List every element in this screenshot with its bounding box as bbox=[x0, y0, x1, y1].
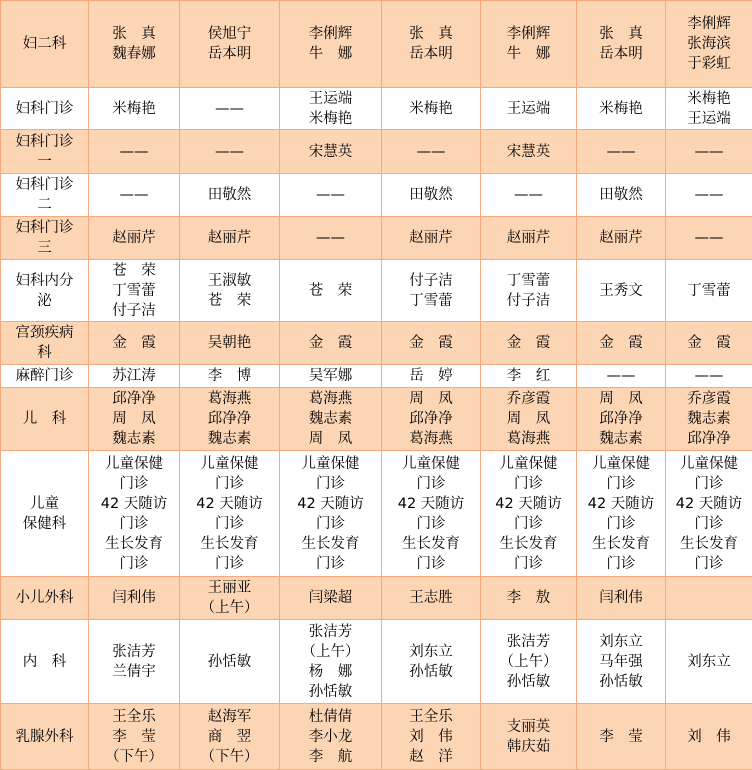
doctor-cell: 刘东立 孙恬敏 bbox=[382, 620, 481, 704]
doctor-cell: —— bbox=[89, 174, 180, 217]
doctor-cell: 王全乐 李 莹 （下午） bbox=[89, 704, 180, 770]
dept-cell: 内 科 bbox=[1, 620, 89, 704]
row-fuke-neifenmi bbox=[1, 260, 752, 322]
doctor-cell: 儿童保健 门诊 42 天随访 门诊 生长发育 门诊 bbox=[666, 451, 752, 577]
doctor-cell: —— bbox=[666, 130, 752, 174]
doctor-cell: 米梅艳 bbox=[89, 88, 180, 130]
doctor-cell: 王秀文 bbox=[577, 260, 666, 322]
doctor-cell: 张 真 岳本明 bbox=[382, 1, 481, 88]
doctor-cell: 刘 伟 bbox=[666, 704, 752, 770]
doctor-cell: 李俐辉 牛 娜 bbox=[280, 1, 382, 88]
doctor-cell: 支丽英 韩庆茹 bbox=[481, 704, 577, 770]
doctor-cell: 田敬然 bbox=[382, 174, 481, 217]
doctor-cell: —— bbox=[666, 174, 752, 217]
dept-cell: 妇科门诊 二 bbox=[1, 174, 89, 217]
doctor-cell: 刘东立 马年强 孙恬敏 bbox=[577, 620, 666, 704]
doctor-cell: 周 凤 邱净净 葛海燕 bbox=[382, 388, 481, 451]
doctor-cell: 李俐辉 牛 娜 bbox=[481, 1, 577, 88]
doctor-cell: 李俐辉 张海滨 于彩虹 bbox=[666, 1, 752, 88]
doctor-cell: 苏江涛 bbox=[89, 365, 180, 388]
doctor-cell: —— bbox=[280, 217, 382, 260]
doctor-cell: 田敬然 bbox=[180, 174, 280, 217]
doctor-cell: 丁雪蕾 付子洁 bbox=[481, 260, 577, 322]
doctor-cell: 金 霞 bbox=[577, 322, 666, 365]
doctor-cell: 王丽亚 （上午） bbox=[180, 577, 280, 620]
dept-cell: 乳腺外科 bbox=[1, 704, 89, 770]
doctor-cell: 岳 婷 bbox=[382, 365, 481, 388]
row-fuer-ke bbox=[1, 1, 752, 88]
doctor-cell: 赵海军 商 翌 （下午） bbox=[180, 704, 280, 770]
doctor-cell: 李 敖 bbox=[481, 577, 577, 620]
doctor-cell: 宋慧英 bbox=[481, 130, 577, 174]
doctor-cell: 张 真 魏春娜 bbox=[89, 1, 180, 88]
doctor-cell: 儿童保健 门诊 42 天随访 门诊 生长发育 门诊 bbox=[577, 451, 666, 577]
doctor-cell: 李 红 bbox=[481, 365, 577, 388]
doctor-cell: 闫梁超 bbox=[280, 577, 382, 620]
doctor-cell: 儿童保健 门诊 42 天随访 门诊 生长发育 门诊 bbox=[382, 451, 481, 577]
doctor-cell: 付子洁 丁雪蕾 bbox=[382, 260, 481, 322]
doctor-cell: 苍 荣 丁雪蕾 付子洁 bbox=[89, 260, 180, 322]
doctor-cell: 赵丽芹 bbox=[382, 217, 481, 260]
doctor-cell: 儿童保健 门诊 42 天随访 门诊 生长发育 门诊 bbox=[89, 451, 180, 577]
dept-cell: 小儿外科 bbox=[1, 577, 89, 620]
doctor-cell: 王全乐 刘 伟 赵 洋 bbox=[382, 704, 481, 770]
doctor-cell: 米梅艳 王运端 bbox=[666, 88, 752, 130]
doctor-cell: 王运端 米梅艳 bbox=[280, 88, 382, 130]
row-ertong-baojian bbox=[1, 451, 752, 577]
row-mazui bbox=[1, 365, 752, 388]
doctor-cell: 张洁芳 （上午） 杨 娜 孙恬敏 bbox=[280, 620, 382, 704]
doctor-cell: 杜倩倩 李小龙 李 航 bbox=[280, 704, 382, 770]
doctor-cell bbox=[666, 577, 752, 620]
row-neike bbox=[1, 620, 752, 704]
doctor-cell: 赵丽芹 bbox=[577, 217, 666, 260]
doctor-cell: 赵丽芹 bbox=[481, 217, 577, 260]
doctor-cell: —— bbox=[89, 130, 180, 174]
doctor-cell: 刘东立 bbox=[666, 620, 752, 704]
doctor-cell: 王淑敏 苍 荣 bbox=[180, 260, 280, 322]
doctor-cell: 闫利伟 bbox=[89, 577, 180, 620]
doctor-cell: 闫利伟 bbox=[577, 577, 666, 620]
doctor-cell: —— bbox=[666, 217, 752, 260]
row-fuke-menzhen-3 bbox=[1, 217, 752, 260]
doctor-cell: 宋慧英 bbox=[280, 130, 382, 174]
doctor-cell: 赵丽芹 bbox=[89, 217, 180, 260]
doctor-cell: 儿童保健 门诊 42 天随访 门诊 生长发育 门诊 bbox=[180, 451, 280, 577]
doctor-cell: 李 莹 bbox=[577, 704, 666, 770]
row-gongjing bbox=[1, 322, 752, 365]
doctor-cell: —— bbox=[666, 365, 752, 388]
doctor-cell: —— bbox=[577, 365, 666, 388]
doctor-cell: 吴军娜 bbox=[280, 365, 382, 388]
doctor-cell: 丁雪蕾 bbox=[666, 260, 752, 322]
doctor-cell: —— bbox=[481, 174, 577, 217]
doctor-cell: 金 霞 bbox=[666, 322, 752, 365]
doctor-cell: 侯旭宁 岳本明 bbox=[180, 1, 280, 88]
dept-cell: 儿 科 bbox=[1, 388, 89, 451]
doctor-cell: 米梅艳 bbox=[577, 88, 666, 130]
doctor-cell: 金 霞 bbox=[89, 322, 180, 365]
doctor-cell: 张 真 岳本明 bbox=[577, 1, 666, 88]
row-xiaoer-waike bbox=[1, 577, 752, 620]
row-fuke-menzhen bbox=[1, 88, 752, 130]
row-fuke-menzhen-1 bbox=[1, 130, 752, 174]
doctor-cell: 邱净净 周 凤 魏志素 bbox=[89, 388, 180, 451]
doctor-cell: 周 凤 邱净净 魏志素 bbox=[577, 388, 666, 451]
dept-cell: 宫颈疾病 科 bbox=[1, 322, 89, 365]
doctor-cell: —— bbox=[577, 130, 666, 174]
doctor-cell: 金 霞 bbox=[382, 322, 481, 365]
dept-cell: 儿童 保健科 bbox=[1, 451, 89, 577]
row-ruxian-waike bbox=[1, 704, 752, 770]
doctor-cell: 儿童保健 门诊 42 天随访 门诊 生长发育 门诊 bbox=[280, 451, 382, 577]
dept-cell: 妇科门诊 三 bbox=[1, 217, 89, 260]
doctor-cell: —— bbox=[280, 174, 382, 217]
doctor-cell: 孙恬敏 bbox=[180, 620, 280, 704]
doctor-cell: 金 霞 bbox=[280, 322, 382, 365]
doctor-cell: 赵丽芹 bbox=[180, 217, 280, 260]
doctor-cell: 苍 荣 bbox=[280, 260, 382, 322]
doctor-cell: 葛海燕 邱净净 魏志素 bbox=[180, 388, 280, 451]
dept-cell: 妇科门诊 bbox=[1, 88, 89, 130]
row-erke bbox=[1, 388, 752, 451]
doctor-cell: —— bbox=[382, 130, 481, 174]
doctor-cell: 张洁芳 兰倩宇 bbox=[89, 620, 180, 704]
dept-cell: 麻醉门诊 bbox=[1, 365, 89, 388]
dept-cell: 妇科内分 泌 bbox=[1, 260, 89, 322]
doctor-cell: —— bbox=[180, 88, 280, 130]
dept-cell: 妇二科 bbox=[1, 1, 89, 88]
doctor-cell: 张洁芳 （上午） 孙恬敏 bbox=[481, 620, 577, 704]
doctor-cell: —— bbox=[180, 130, 280, 174]
doctor-cell: 田敬然 bbox=[577, 174, 666, 217]
doctor-cell: 乔彦霞 周 凤 葛海燕 bbox=[481, 388, 577, 451]
doctor-cell: 米梅艳 bbox=[382, 88, 481, 130]
doctor-cell: 吴朝艳 bbox=[180, 322, 280, 365]
doctor-cell: 金 霞 bbox=[481, 322, 577, 365]
doctor-cell: 乔彦霞 魏志素 邱净净 bbox=[666, 388, 752, 451]
schedule-body bbox=[1, 1, 752, 770]
doctor-cell: 儿童保健 门诊 42 天随访 门诊 生长发育 门诊 bbox=[481, 451, 577, 577]
dept-cell: 妇科门诊 一 bbox=[1, 130, 89, 174]
doctor-cell: 葛海燕 魏志素 周 凤 bbox=[280, 388, 382, 451]
row-fuke-menzhen-2 bbox=[1, 174, 752, 217]
doctor-cell: 王运端 bbox=[481, 88, 577, 130]
doctor-cell: 李 博 bbox=[180, 365, 280, 388]
doctor-cell: 王志胜 bbox=[382, 577, 481, 620]
